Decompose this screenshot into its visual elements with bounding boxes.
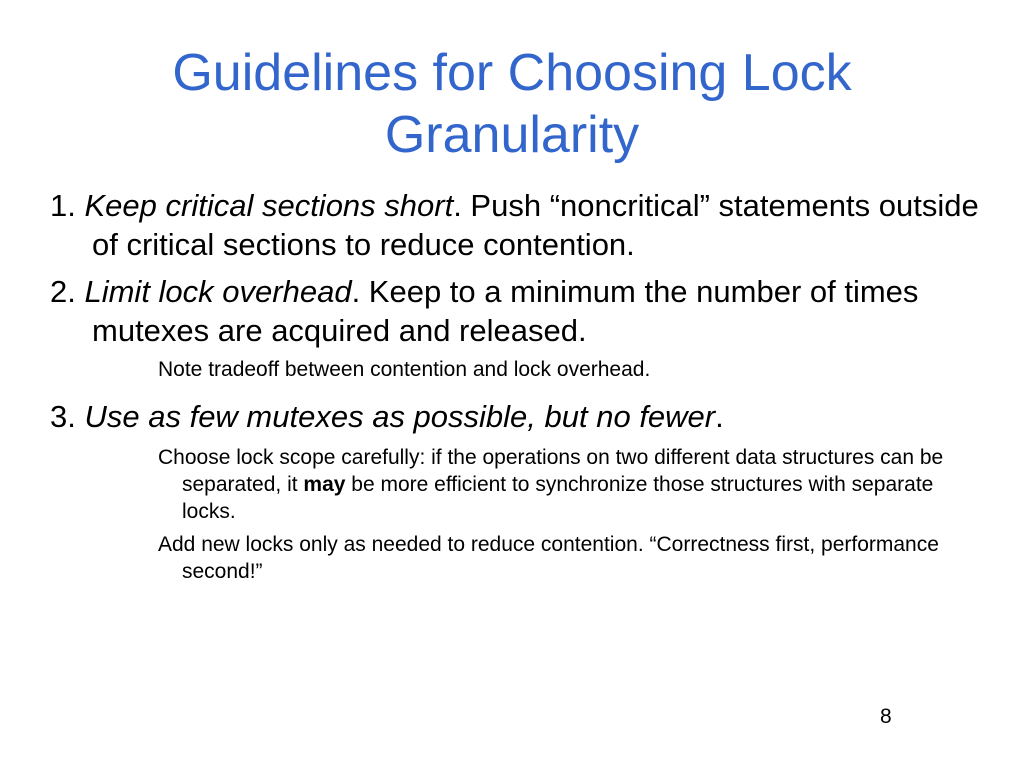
- slide-title-line-1: Guidelines for Choosing Lock: [172, 44, 852, 102]
- lock-scope-text-before: Choose lock scope carefully: if the operations on two different data structures can be separated, it: [158, 446, 944, 496]
- page-number: 8: [880, 705, 892, 728]
- lock-scope-note: [158, 444, 980, 525]
- lock-scope-bold-word: may: [303, 473, 346, 496]
- guideline-3: [50, 397, 980, 436]
- guideline-1-number: 1.: [50, 188, 76, 223]
- add-locks-note: Add new locks only as needed to reduce contention. “Correctness first, performance second!”: [158, 533, 939, 583]
- guideline-2: [50, 272, 980, 350]
- guideline-1: [50, 186, 980, 264]
- guideline-3-number: 3.: [50, 399, 76, 434]
- guideline-2-number: 2.: [50, 274, 76, 309]
- slide-body: [50, 186, 980, 591]
- slide-title: [40, 42, 984, 166]
- slide-title-line-2: Granularity: [384, 106, 640, 164]
- guideline-1-emphasis: Keep critical sections short: [84, 188, 454, 223]
- guideline-3-text: .: [715, 399, 724, 434]
- guideline-2-text: . Keep to a minimum the number of times mutexes are acquired and released.: [92, 274, 919, 348]
- guideline-2-emphasis: Limit lock overhead: [84, 274, 352, 309]
- guideline-3-emphasis: Use as few mutexes as possible, but no fewer: [84, 399, 716, 434]
- guideline-1-text: . Push “noncritical” statements outside of critical sections to reduce contention.: [92, 188, 979, 262]
- tradeoff-note: Note tradeoff between contention and lock overhead.: [158, 358, 651, 381]
- lock-scope-text-after: be more efficient to synchronize those structures with separate locks.: [182, 473, 934, 523]
